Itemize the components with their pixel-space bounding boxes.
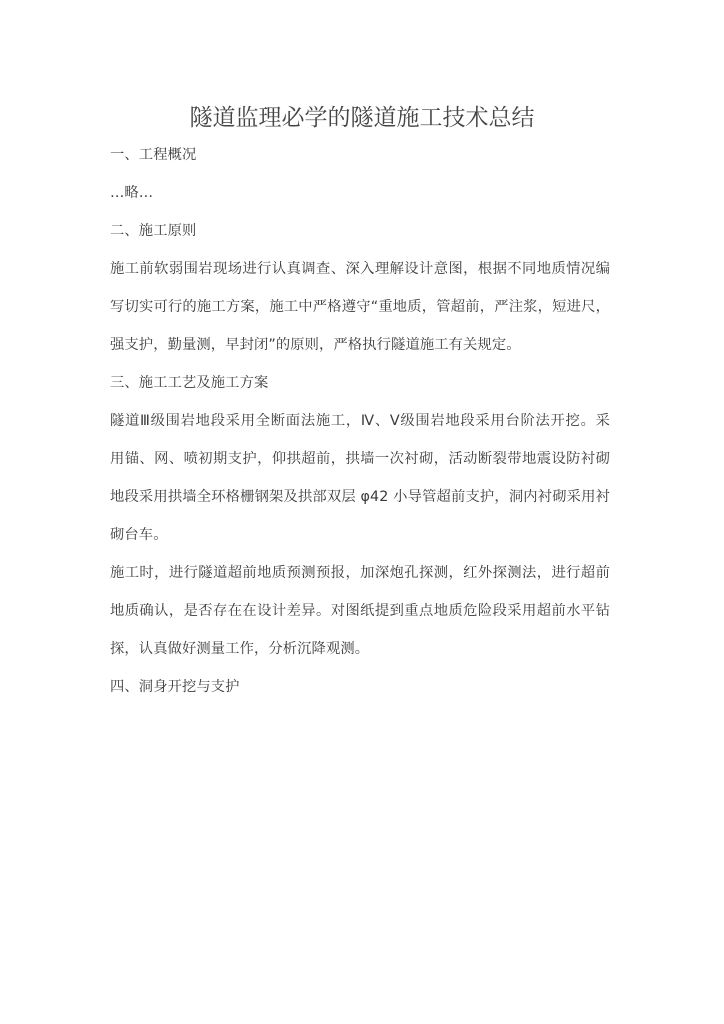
section-heading-2: 二、施工原则 <box>110 223 197 239</box>
paragraph-line: 地质确认，是否存在在设计差异。对图纸提到重点地质危险段采用超前水平钻 <box>110 603 610 619</box>
document-title: 隧道监理必学的隧道施工技术总结 <box>189 105 535 131</box>
section-heading-3: 三、施工工艺及施工方案 <box>110 375 269 391</box>
section-heading-4: 四、洞身开挖与支护 <box>110 679 240 695</box>
paragraph-line: 强支护，勤量测，早封闭”的原则，严格执行隧道施工有关规定。 <box>110 337 521 353</box>
paragraph-line: 用锚、网、喷初期支护，仰拱超前，拱墙一次衬砌，活动断裂带地震设防衬砌 <box>110 451 610 467</box>
paragraph-line: 施工前软弱围岩现场进行认真调查、深入理解设计意图，根据不同地质情况编 <box>110 261 610 277</box>
paragraph-line: 地段采用拱墙全环格栅钢架及拱部双层 φ42 小导管超前支护，洞内衬砌采用衬 <box>110 489 610 505</box>
paragraph-line: 隧道Ⅲ级围岩地段采用全断面法施工，Ⅳ、Ⅴ级围岩地段采用台阶法开挖。采 <box>110 413 610 429</box>
paragraph-line: 施工时，进行隧道超前地质预测预报，加深炮孔探测，红外探测法，进行超前 <box>110 565 610 581</box>
section-heading-1: 一、工程概况 <box>110 147 197 163</box>
paragraph-line: 写切实可行的施工方案，施工中严格遵守“重地质，管超前，严注浆，短进尺， <box>110 299 610 315</box>
paragraph-line: …略… <box>110 185 154 201</box>
paragraph-line: 砌台车。 <box>110 527 168 543</box>
paragraph-line: 探，认真做好测量工作，分析沉降观测。 <box>110 641 370 657</box>
